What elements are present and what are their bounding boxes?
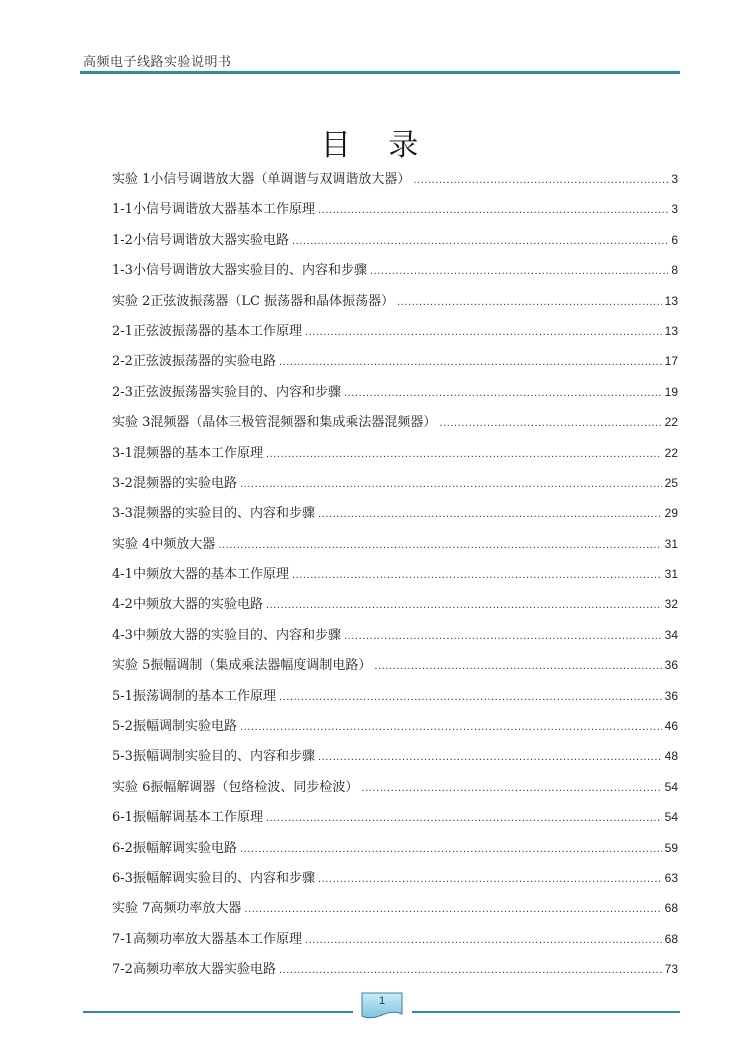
toc-entry-number: 实验 6 [112,779,151,795]
toc-section-entry[interactable] [112,957,678,987]
toc-dot-leader [279,685,662,710]
toc-dot-leader [266,806,662,831]
toc-dot-leader [344,381,662,406]
toc-entry-label: 小信号调谐放大器基本工作原理 [132,202,315,218]
toc-section-entry[interactable] [112,805,678,835]
toc-entry-number: 7-2 [112,962,133,978]
toc-dot-leader [305,928,662,953]
toc-entry-number: 5-3 [112,749,133,765]
toc-entry-page: 17 [664,354,678,369]
toc-dot-leader [266,593,662,618]
toc-entry-number: 实验 5 [112,658,151,674]
toc-dot-leader [374,654,661,679]
footer-divider-left [83,1011,353,1013]
toc-entry-label: 振幅解调器（包络检波、同步检波） [150,779,359,795]
toc-entry-number: 实验 7 [112,901,151,917]
toc-dot-leader [413,168,668,193]
toc-entry-label: 小信号调谐放大器（单调谐与双调谐放大器） [150,172,411,187]
toc-dot-leader [318,745,662,770]
toc-entry-number: 3-2 [112,475,133,491]
toc-entry-page: 29 [664,506,678,521]
toc-entry-page: 36 [664,658,678,673]
toc-dot-leader [292,563,662,588]
toc-entry-page: 54 [664,810,678,825]
toc-dot-leader [318,198,668,223]
toc-entry-page: 46 [664,719,678,734]
toc-entry-page: 48 [664,749,678,764]
toc-entry-number: 实验 3 [112,415,151,431]
toc-entry-number: 2-3 [112,384,133,400]
toc-entry-label: 正弦波振荡器（LC 振荡器和晶体振荡器） [150,293,395,309]
toc-entry-page: 31 [664,536,678,551]
toc-dot-leader [279,958,662,983]
toc-section-entry[interactable] [112,471,678,501]
toc-entry-number: 1-1 [112,202,133,218]
toc-entry-label: 高频功率放大器 [150,901,242,917]
toc-section-entry[interactable] [112,684,678,714]
toc-dot-leader [279,350,662,375]
toc-section-entry[interactable] [112,319,678,349]
table-of-contents [112,167,678,988]
toc-dot-leader [292,229,668,254]
toc-entry-number: 5-2 [112,719,133,735]
toc-entry-number: 实验 2 [112,293,151,309]
toc-entry-label: 中频放大器的实验目的、内容和步骤 [132,627,341,643]
toc-entry-label: 振幅解调基本工作原理 [132,810,263,826]
toc-dot-leader [305,320,662,345]
running-header-title: 高频电子线路实验说明书 [83,55,232,70]
footer-divider-right [412,1011,680,1013]
toc-entry-number: 7-1 [112,931,133,947]
toc-section-entry[interactable] [112,836,678,866]
toc-chapter-entry[interactable] [112,775,678,805]
toc-entry-label: 振幅解调实验目的、内容和步骤 [132,870,315,886]
toc-entry-label: 振幅解调实验电路 [132,840,237,856]
toc-dot-leader [218,533,661,558]
toc-section-entry[interactable] [112,228,678,258]
toc-entry-number: 实验 4 [112,536,151,552]
toc-entry-number: 4-2 [112,597,133,613]
toc-entry-page: 19 [664,384,678,399]
toc-dot-leader [439,411,661,436]
toc-entry-page: 68 [664,901,678,916]
toc-entry-page: 34 [664,627,678,642]
toc-entry-number: 实验 1 [112,172,151,187]
toc-entry-number: 2-1 [112,323,133,339]
toc-section-entry[interactable] [112,714,678,744]
toc-entry-label: 高频功率放大器实验电路 [132,962,276,978]
toc-entry-label: 振幅调制实验目的、内容和步骤 [132,749,315,765]
toc-dot-leader [240,472,662,497]
toc-entry-page: 8 [671,263,678,278]
toc-dot-leader [318,502,662,527]
toc-entry-label: 混频器的实验电路 [132,475,237,491]
toc-entry-label: 中频放大器的基本工作原理 [132,567,289,583]
toc-section-entry[interactable] [112,927,678,957]
toc-chapter-entry[interactable] [112,289,678,319]
toc-entry-page: 73 [664,962,678,977]
toc-entry-page: 63 [664,870,678,885]
page-number-badge [358,990,406,1022]
toc-dot-leader [318,867,662,892]
toc-section-entry[interactable] [112,197,678,227]
toc-entry-page: 25 [664,475,678,490]
toc-entry-label: 混频器（晶体三极管混频器和集成乘法器混频器） [150,415,437,431]
toc-section-entry[interactable] [112,501,678,531]
toc-dot-leader [344,624,662,649]
toc-section-entry[interactable] [112,349,678,379]
toc-entry-number: 2-2 [112,354,133,370]
toc-section-entry[interactable] [112,592,678,622]
toc-section-entry[interactable] [112,258,678,288]
toc-entry-label: 正弦波振荡器实验目的、内容和步骤 [132,384,341,400]
toc-chapter-entry[interactable] [112,410,678,440]
toc-entry-label: 正弦波振荡器的基本工作原理 [132,323,302,339]
toc-entry-number: 6-3 [112,870,133,886]
toc-dot-leader [370,259,668,284]
toc-dot-leader [244,897,661,922]
toc-entry-number: 1-3 [112,263,133,279]
toc-entry-page: 54 [664,779,678,794]
toc-section-entry[interactable] [112,441,678,471]
toc-entry-number: 6-2 [112,840,133,856]
toc-entry-number: 3-3 [112,506,133,522]
toc-section-entry[interactable] [112,866,678,896]
toc-entry-label: 正弦波振荡器的实验电路 [132,354,276,370]
toc-dot-leader [240,715,662,740]
toc-entry-page: 3 [671,202,678,217]
toc-chapter-entry[interactable] [112,896,678,926]
toc-entry-page: 3 [671,172,678,186]
toc-entry-page: 13 [664,293,678,308]
toc-entry-label: 小信号调谐放大器实验目的、内容和步骤 [132,263,367,279]
toc-section-entry[interactable] [112,623,678,653]
toc-section-entry[interactable] [112,562,678,592]
toc-entry-label: 振幅调制（集成乘法器幅度调制电路） [150,658,372,674]
toc-entry-label: 小信号调谐放大器实验电路 [132,232,289,248]
toc-chapter-entry[interactable] [112,167,678,197]
toc-entry-label: 振幅调制实验电路 [132,719,237,735]
toc-entry-label: 混频器的实验目的、内容和步骤 [132,506,315,522]
toc-dot-leader [240,837,662,862]
toc-chapter-entry[interactable] [112,653,678,683]
toc-chapter-entry[interactable] [112,532,678,562]
toc-entry-number: 3-1 [112,445,133,461]
toc-dot-leader [397,290,662,315]
toc-entry-number: 1-2 [112,232,133,248]
toc-section-entry[interactable] [112,380,678,410]
toc-entry-number: 6-1 [112,810,133,826]
header-divider [80,71,680,74]
toc-entry-page: 22 [664,445,678,460]
toc-entry-page: 32 [664,597,678,612]
toc-entry-label: 高频功率放大器基本工作原理 [132,931,302,947]
toc-entry-number: 5-1 [112,688,133,704]
toc-entry-number: 4-3 [112,627,133,643]
toc-entry-page: 59 [664,840,678,855]
toc-entry-label: 振荡调制的基本工作原理 [132,688,276,704]
toc-entry-page: 6 [671,232,678,247]
toc-entry-label: 中频放大器 [150,536,216,552]
toc-entry-page: 31 [664,567,678,582]
toc-entry-label: 中频放大器的实验电路 [132,597,263,613]
toc-entry-page: 68 [664,931,678,946]
toc-entry-page: 22 [664,415,678,430]
toc-section-entry[interactable] [112,744,678,774]
toc-entry-page: 36 [664,688,678,703]
toc-entry-number: 4-1 [112,567,133,583]
toc-entry-label: 混频器的基本工作原理 [132,445,263,461]
toc-dot-leader [266,442,662,467]
toc-title: 目 录 [320,128,433,163]
toc-entry-page: 13 [664,323,678,338]
page-number: 1 [378,995,386,1007]
toc-dot-leader [361,776,661,801]
